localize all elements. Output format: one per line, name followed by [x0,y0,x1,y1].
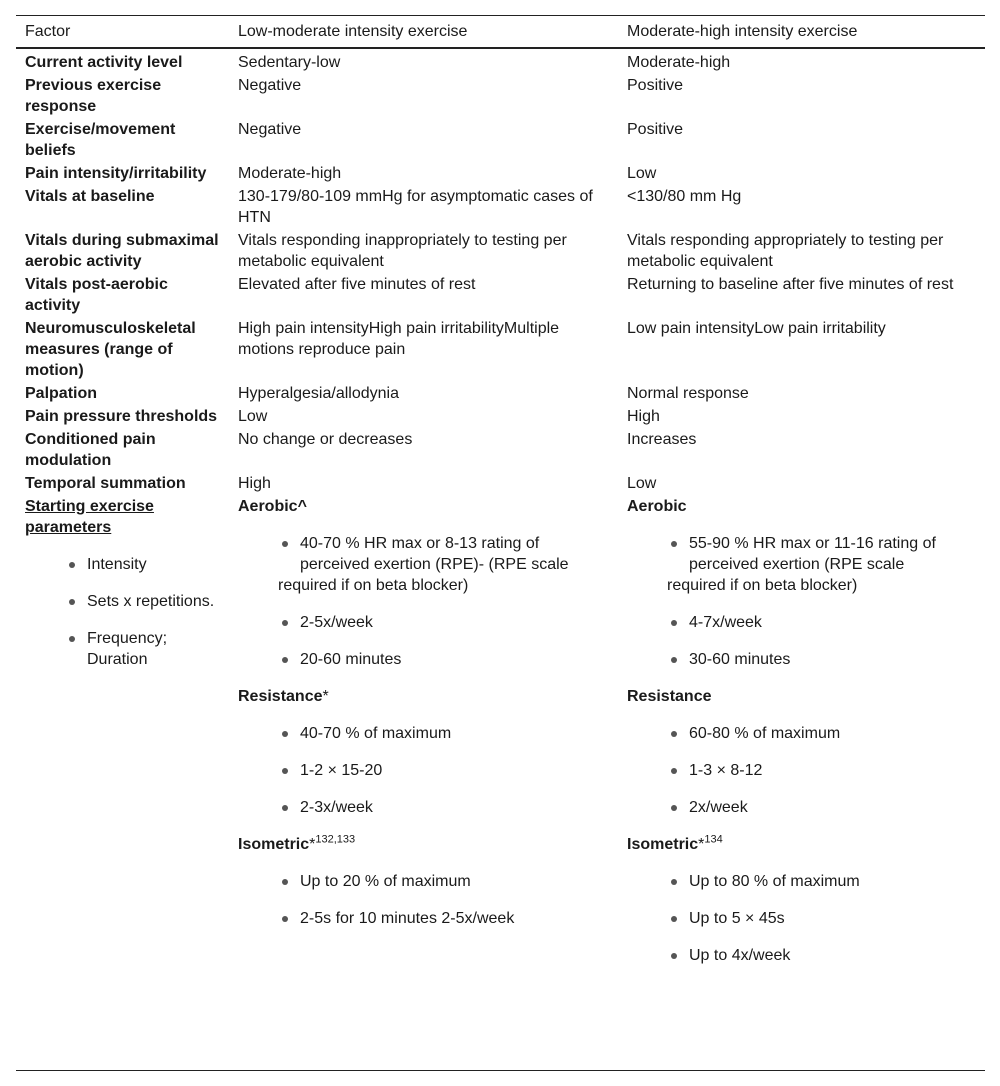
list-item: 60-80 % of maximum [667,723,976,744]
table-body [16,48,985,983]
high-isometric-label: Isometric [627,836,699,853]
high-cell: Low pain intensityLow pain irritability [627,320,886,337]
high-isometric-mark: * [698,836,705,853]
high-resistance-title: Resistance [627,688,712,705]
low-cell: High pain intensityHigh pain irritabilityMultiple motions reproduce pain [238,320,560,358]
factor-cell: Palpation [25,385,98,402]
factor-cell: Neuromusculoskeletal measures (range of motion) [25,320,196,379]
low-isometric-ref: 132,133 [315,833,356,846]
low-cell: Sedentary-low [238,54,341,71]
factor-cell: Pain pressure thresholds [25,408,218,425]
high-cell: Returning to baseline after five minutes of rest [627,276,954,293]
low-aerobic-list [238,533,609,670]
table-row [16,162,985,185]
low-cell: Elevated after five minutes of rest [238,276,476,293]
parameters-row [16,495,985,983]
list-item: 40-70 % of maximum [278,723,609,744]
exercise-intensity-table [16,15,985,983]
factor-cell: Temporal summation [25,475,186,492]
high-cell: Positive [627,121,684,138]
high-cell: Positive [627,77,684,94]
table-row [16,118,985,162]
table-row [16,405,985,428]
high-cell: Normal response [627,385,749,402]
parameters-factor-list [25,554,220,670]
low-resistance-title [238,686,609,707]
list-item: 2x/week [667,797,976,818]
high-cell: Low [627,165,657,182]
list-item: 4-7x/week [667,612,976,633]
list-item-text: required if on beta blocker) [667,577,858,594]
table-row [16,273,985,317]
list-item: Up to 4x/week [667,945,976,966]
low-resistance-label: Resistance [238,688,323,705]
list-item: Frequency; Duration [65,628,220,670]
low-isometric-title [238,834,609,855]
low-resistance-list [238,723,609,818]
table-row [16,229,985,273]
low-cell: Vitals responding inappropriately to testing per metabolic equivalent [238,232,567,270]
list-item: Sets x repetitions. [65,591,220,612]
list-item: 20-60 minutes [278,649,609,670]
low-cell: Moderate-high [238,165,342,182]
list-item-text: 55-90 % HR max or 11-16 rating of perceived exertion (RPE scale [689,535,936,573]
table-row [16,185,985,229]
parameters-title: Starting exercise parameters [25,498,154,536]
parameters-high-cell [618,495,985,983]
low-cell: No change or decreases [238,431,413,448]
list-item [278,533,609,596]
low-cell: Negative [238,121,302,138]
high-aerobic-title: Aerobic [627,498,687,515]
list-item: Up to 5 × 45s [667,908,976,929]
list-item: 1-3 × 8-12 [667,760,976,781]
high-isometric-ref: 134 [704,833,723,846]
list-item: Intensity [65,554,220,575]
high-cell: <130/80 mm Hg [627,188,742,205]
table-header [16,16,985,49]
table-row [16,428,985,472]
header-factor: Factor [25,23,71,40]
high-cell: Vitals responding appropriately to testing per metabolic equivalent [627,232,944,270]
header-row [16,16,985,49]
low-aerobic-title: Aerobic^ [238,498,307,515]
table-row [16,317,985,382]
low-cell: Negative [238,77,302,94]
parameters-low-cell [229,495,618,983]
list-item: 1-2 × 15-20 [278,760,609,781]
high-cell: Moderate-high [627,54,731,71]
table-row [16,382,985,405]
table-row [16,74,985,118]
high-aerobic-list [627,533,976,670]
factor-cell: Pain intensity/irritability [25,165,207,182]
high-isometric-list [627,871,976,966]
high-cell: High [627,408,660,425]
list-item [667,533,976,596]
low-isometric-label: Isometric [238,836,310,853]
table-bottom-rule [16,1070,985,1071]
low-cell: Low [238,408,268,425]
list-item: 2-5s for 10 minutes 2-5x/week [278,908,609,929]
list-item: 2-3x/week [278,797,609,818]
factor-cell: Vitals post-aerobic activity [25,276,168,314]
low-cell: High [238,475,271,492]
low-isometric-list [238,871,609,929]
parameters-factor-cell [16,495,229,983]
list-item: Up to 80 % of maximum [667,871,976,892]
low-cell: 130-179/80-109 mmHg for asymptomatic cases of HTN [238,188,593,226]
list-item: 2-5x/week [278,612,609,633]
high-cell: Increases [627,431,697,448]
factor-cell: Conditioned pain modulation [25,431,156,469]
low-resistance-mark: * [322,688,329,705]
header-low-moderate: Low-moderate intensity exercise [238,23,468,40]
list-item: 30-60 minutes [667,649,976,670]
list-item: Up to 20 % of maximum [278,871,609,892]
low-isometric-mark: * [309,836,316,853]
factor-cell: Previous exercise response [25,77,162,115]
header-moderate-high: Moderate-high intensity exercise [627,23,858,40]
factor-cell: Vitals at baseline [25,188,155,205]
high-resistance-list [627,723,976,818]
factor-cell: Vitals during submaximal aerobic activity [25,232,219,270]
high-isometric-title [627,834,976,855]
list-item-text: 40-70 % HR max or 8-13 rating of perceived exertion (RPE)- (RPE scale [300,535,569,573]
list-item-text: required if on beta blocker) [278,577,469,594]
table-row [16,472,985,495]
high-cell: Low [627,475,657,492]
factor-cell: Current activity level [25,54,183,71]
table-row [16,48,985,74]
factor-cell: Exercise/movement beliefs [25,121,176,159]
low-cell: Hyperalgesia/allodynia [238,385,399,402]
